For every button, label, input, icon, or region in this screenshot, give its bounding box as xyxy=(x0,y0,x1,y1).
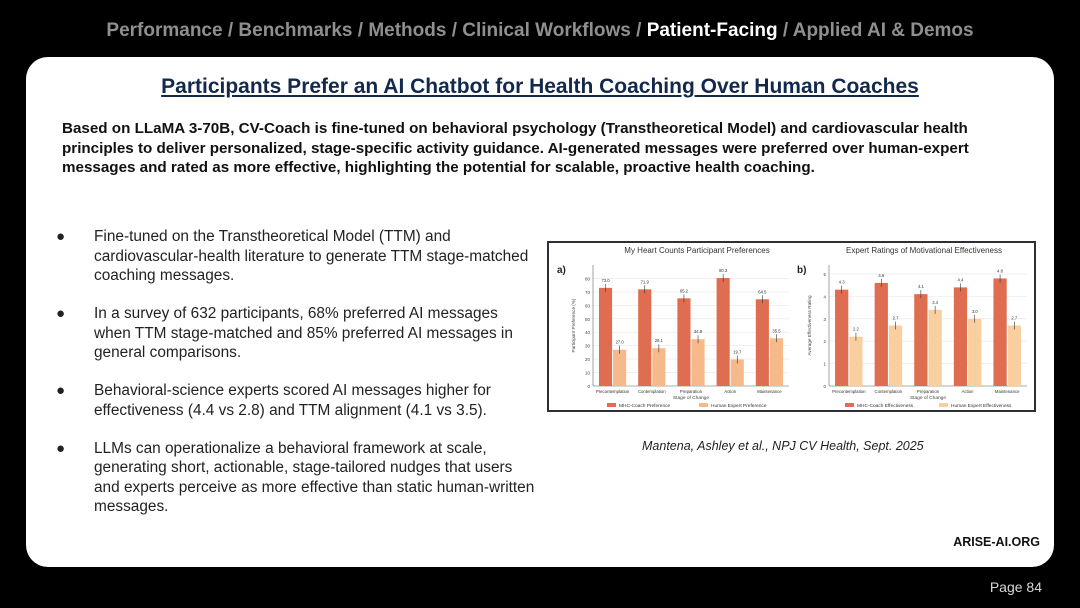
nav-methods[interactable]: Methods xyxy=(368,20,447,41)
data-label: 4.8 xyxy=(997,268,1003,274)
bar xyxy=(613,350,626,386)
y-tick-label: 0 xyxy=(587,384,590,389)
y-tick-label: 3 xyxy=(823,316,826,322)
bar xyxy=(993,278,1006,386)
bar xyxy=(968,319,981,386)
y-axis-label: Participant Preference (%) xyxy=(571,298,576,353)
y-tick-label: 70 xyxy=(584,289,590,295)
x-axis-label: Stage of Change xyxy=(909,396,947,401)
x-tick-label: Preparation xyxy=(916,389,940,394)
legend-swatch xyxy=(607,403,616,407)
nav-performance[interactable]: Performance xyxy=(106,20,223,41)
bar xyxy=(875,283,888,386)
chart-title: Expert Ratings of Motivational Effectiveness xyxy=(846,246,1002,255)
data-label: 4.6 xyxy=(878,272,885,278)
bullet-dot: ● xyxy=(56,382,66,399)
data-label: 19.7 xyxy=(733,349,742,355)
x-tick-label: Contemplation xyxy=(874,389,903,394)
x-tick-label: Precontemplation xyxy=(832,389,866,394)
x-tick-label: Action xyxy=(961,389,974,394)
bullet-item xyxy=(56,439,536,517)
bar xyxy=(929,310,942,386)
nav-separator: / xyxy=(777,20,793,41)
data-label: 2.7 xyxy=(892,315,899,321)
legend-swatch xyxy=(845,403,854,407)
data-label: 71.9 xyxy=(640,279,649,285)
slide-card xyxy=(26,57,1054,567)
chart-svg xyxy=(549,243,1034,410)
data-label: 28.1 xyxy=(654,338,663,344)
x-tick-label: Action xyxy=(724,389,737,394)
x-axis-label: Stage of Change xyxy=(672,396,710,401)
y-axis-label: Average Effectiveness Rating xyxy=(807,295,812,356)
x-tick-label: Maintenance xyxy=(994,389,1020,394)
y-tick-label: 40 xyxy=(584,330,590,336)
data-label: 35.5 xyxy=(772,328,781,334)
bullet-text: In a survey of 632 participants, 68% preferred AI messages when TTM stage-matched and 85% preferred AI messages in general comparisons. xyxy=(94,305,513,361)
bullet-item xyxy=(56,304,536,363)
bullet-dot: ● xyxy=(56,439,66,457)
y-tick-label: 5 xyxy=(823,271,826,277)
legend-label: MHC-Coach Preference xyxy=(619,404,671,409)
x-tick-label: Preparation xyxy=(679,389,703,394)
y-tick-label: 50 xyxy=(584,316,590,322)
data-label: 4.4 xyxy=(957,277,964,283)
y-tick-label: 0 xyxy=(823,384,826,389)
y-tick-label: 2 xyxy=(823,339,826,345)
bar xyxy=(835,290,848,386)
bar xyxy=(652,348,665,386)
bar xyxy=(692,339,705,386)
citation: Mantena, Ashley et al., NPJ CV Health, Sept. 2025 xyxy=(642,439,924,453)
legend-label: MHC-Coach Effectiveness xyxy=(857,404,914,409)
bar xyxy=(849,337,862,386)
nav-applied-ai-demos[interactable]: Applied AI & Demos xyxy=(792,20,974,41)
y-tick-label: 80 xyxy=(584,276,590,282)
legend-label: Human Expert Effectiveness xyxy=(951,404,1012,409)
x-tick-label: Contemplation xyxy=(637,389,666,394)
y-tick-label: 10 xyxy=(584,370,590,376)
bar xyxy=(914,294,927,386)
data-label: 2.2 xyxy=(853,326,859,332)
panel-label: a) xyxy=(557,265,566,276)
nav-separator: / xyxy=(222,20,239,41)
nav-benchmarks[interactable]: Benchmarks xyxy=(238,20,353,41)
bar xyxy=(770,338,783,386)
data-label: 34.8 xyxy=(693,329,703,335)
nav-separator: / xyxy=(352,20,369,41)
bar xyxy=(756,299,769,386)
y-tick-label: 30 xyxy=(584,343,590,349)
data-label: 3.0 xyxy=(971,308,978,314)
bullet-text: Behavioral-science experts scored AI messages higher for effectiveness (4.4 vs 2.8) and TTM alignment (4.1 vs 3.5). xyxy=(94,382,491,419)
bar xyxy=(638,289,651,386)
x-tick-label: Maintenance xyxy=(757,389,782,394)
legend-swatch xyxy=(939,403,948,407)
bar xyxy=(717,278,730,386)
panel-label: b) xyxy=(797,265,807,276)
x-tick-label: Precontemplation xyxy=(595,389,630,394)
y-tick-label: 60 xyxy=(584,303,590,309)
legend-swatch xyxy=(699,403,708,407)
slide-summary: Based on LLaMA 3-70B, CV-Coach is fine-tuned on behavioral psychology (Transtheoretical Model) and cardiovascular health principles to deliver personalized, stage-specific activity guidance. AI-generated messages were preferred over human-expert messages and rated as more effective, highlighting the potential for scalable, proactive health coaching. xyxy=(62,120,969,176)
bullet-dot: ● xyxy=(56,305,66,322)
nav-separator: / xyxy=(630,20,647,41)
bar xyxy=(1008,326,1021,387)
data-label: 2.7 xyxy=(1011,315,1018,321)
page-number: Page 84 xyxy=(989,579,1042,595)
nav-clinical-workflows[interactable]: Clinical Workflows xyxy=(462,20,631,41)
bullet-text: LLMs can operationalize a behavioral framework at scale, generating short, actionable, stage-tailored nudges that users and experts perceive as more effective than static human-written messages. xyxy=(94,439,535,515)
nav-separator: / xyxy=(446,20,463,41)
nav-patient-facing[interactable]: Patient-Facing xyxy=(646,20,778,41)
bullet-item xyxy=(56,227,536,286)
data-label: 73.0 xyxy=(601,277,610,283)
y-tick-label: 4 xyxy=(823,294,826,300)
slide-title: Participants Prefer an AI Chatbot for Health Coaching Over Human Coaches xyxy=(161,75,919,98)
bar xyxy=(677,298,690,386)
y-tick-label: 1 xyxy=(823,361,826,367)
bullet-list xyxy=(56,227,536,535)
data-label: 64.5 xyxy=(758,289,767,295)
brand-label: ARISE-AI.ORG xyxy=(953,535,1040,549)
data-label: 4.3 xyxy=(838,279,845,285)
bar xyxy=(599,288,612,386)
chart-figure xyxy=(547,241,1036,412)
bullet-dot: ● xyxy=(56,228,66,245)
y-tick-label: 20 xyxy=(584,357,590,363)
bullet-text: Fine-tuned on the Transtheoretical Model (TTM) and cardiovascular-health literature to generate TTM stage-matched coaching messages. xyxy=(94,228,529,284)
bar xyxy=(954,287,967,386)
bullet-item xyxy=(56,381,536,420)
chart-title: My Heart Counts Participant Preferences xyxy=(624,246,770,255)
data-label: 3.4 xyxy=(932,299,939,305)
data-label: 80.3 xyxy=(719,268,728,274)
legend-label: Human Expert Preference xyxy=(711,404,767,409)
data-label: 27.0 xyxy=(615,339,624,345)
data-label: 4.1 xyxy=(917,284,924,290)
data-label: 65.2 xyxy=(679,288,689,294)
breadcrumb-nav xyxy=(0,20,1080,42)
bar xyxy=(889,326,902,387)
